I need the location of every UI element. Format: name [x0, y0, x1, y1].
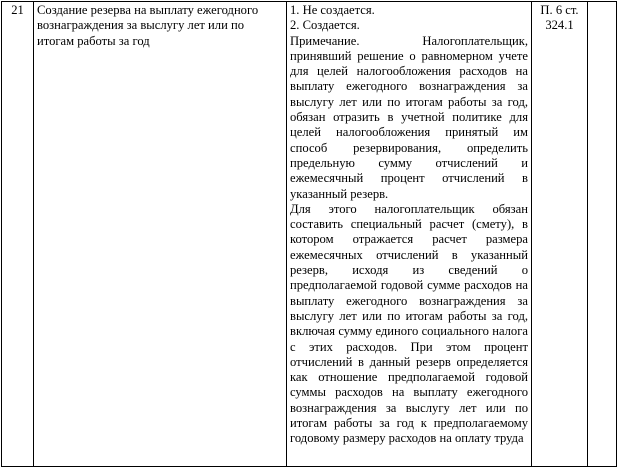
calculation-paragraph: Для этого налогоплательщик обязан составить специальный расчет (смету), в котором отражается расчет размера ежемесячных отчислений в указанный резерв, исходя из сведений о предполагаемой годовой сумме расходов на выплату ежегодного вознаграждения за выслугу лет или по итогам работы за год, включая сумму единого социального налога с этих расходов. При этом процент отчислений в данный резерв определяется как отношение предполагаемой годовой суммы расходов на выплату ежегодного вознаграждения за выслугу лет или по итогам работы за год к предполагаемому годовому размеру расходов на оплату труда: [290, 201, 528, 446]
policy-table: [1, 1, 617, 467]
item-name: Создание резерва на выплату ежегодного вознаграждения за выслугу лет или по итогам работы за год: [37, 3, 259, 48]
item-name-cell: [34, 2, 287, 467]
row-number: 21: [11, 3, 24, 17]
legal-reference-cell: [532, 2, 588, 467]
description-cell: [287, 2, 532, 467]
option-not-created: 1. Не создается.: [290, 3, 375, 17]
note-paragraph: Примечание. Налогоплательщик, принявший решение о равномерном учете для целей налогообложения расходов на выплату ежегодного вознаграждения за выслугу лет или по итогам работы за год, обязан отразить в учетной политике для целей налогообложения принятый им способ резервирования, определить предельную сумму отчислений и ежемесячный процент отчислений в указанный резерв.: [290, 33, 528, 201]
legal-reference: П. 6 ст. 324.1: [540, 3, 579, 33]
empty-cell: [588, 2, 617, 467]
option-created: 2. Создается.: [290, 18, 360, 33]
table-row: [2, 2, 617, 467]
row-number-cell: [2, 2, 34, 467]
